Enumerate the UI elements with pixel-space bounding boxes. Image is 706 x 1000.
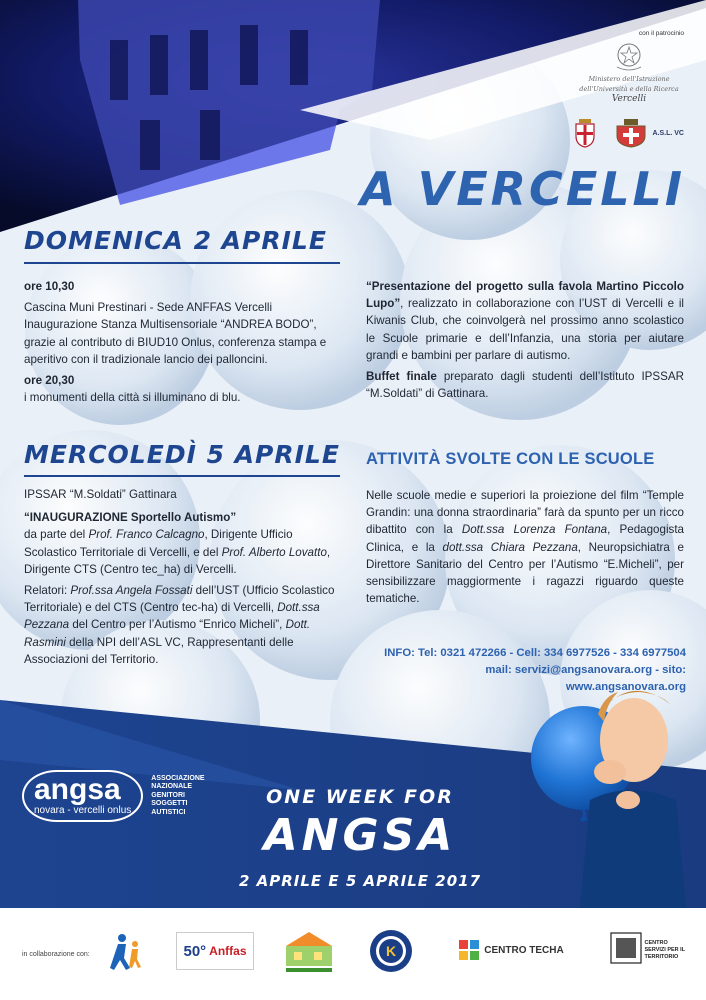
kiwanis-emblem-icon: [368, 928, 414, 974]
day2-text-c: , Dirigente CTS (Centro tec_ha) di Vercelli.: [24, 545, 331, 576]
collaboration-label: in collaborazione con:: [22, 951, 90, 958]
day1-title: DOMENICA 2 APRILE: [24, 226, 327, 255]
schools-title: ATTIVITÀ SVOLTE CON LE SCUOLE: [366, 450, 655, 468]
angsa-association-text: [151, 775, 221, 818]
day1-time-evening: ore 20,30: [24, 374, 75, 388]
anffas-mark: 50°: [183, 942, 207, 960]
city-coat-of-arms-icon: [574, 118, 596, 148]
day2-event-paragraph: [24, 526, 344, 578]
asl-label: A.S.L. VC: [652, 129, 684, 137]
day2-underline: [24, 475, 340, 477]
angsa-logo: [22, 770, 221, 822]
day1-buffet-text: preparato dagli studenti dell’Istituto IPSSAR “M.Soldati” di Gattinara.: [366, 370, 684, 401]
day2-event-title: “INAUGURAZIONE Sportello Autismo”: [24, 511, 237, 525]
day1-underline: [24, 262, 340, 264]
assoc-line-3: GENITORI: [151, 791, 185, 799]
day1-time-morning: ore 10,30: [24, 280, 75, 293]
angsa-wordmark: [22, 770, 143, 822]
schools-column: [366, 487, 684, 611]
speakers-text-b: dell’UST (Ufficio Scolastico Territoriale) e del CTS (Centro tec-ha) di Vercelli,: [24, 584, 335, 615]
angsa-subtitle: novara - vercelli onlus: [34, 805, 132, 816]
house-icon: [284, 930, 334, 974]
ministry-city: Vercelli: [611, 94, 647, 105]
partner-anffas-logo: [176, 932, 254, 970]
day1-project-title: “Presentazione del progetto sulla favola Martino Piccolo Lupo”: [366, 280, 684, 311]
schools-text-c: , Neuropsichiatra e Direttore Sanitario del Centro per l’Autismo “E.Micheli”, per sensibilizzare maggiormente i ragazzi riguardo queste tematiche.: [366, 540, 684, 606]
asl-emblem-icon: [614, 118, 648, 148]
speaker-1: Prof.ssa Angela Fossati: [70, 584, 193, 598]
week-line-2: ANGSA: [263, 810, 457, 861]
schools-text-a: Nelle scuole medie e superiori la proiezione del film “Temple Grandin: una donna straordinaria” farà da spunto per un ricco dibattito con la: [366, 489, 684, 537]
schools-person-1: Dott.ssa Lorenza Fontana: [461, 523, 608, 537]
day2-column: [24, 486, 344, 672]
speaker-2: Dott.ssa Pezzana: [24, 601, 320, 632]
speakers-text-d: della NPI dell’ASL VC, Rappresentanti delle Associazioni del Territorio.: [24, 635, 294, 666]
republic-emblem-icon: [612, 41, 646, 71]
schools-paragraph: [366, 487, 684, 607]
centro-servizi-text: CENTRO SERVIZI PER IL TERRITORIO: [644, 939, 685, 960]
anffas-text: Anffas: [209, 944, 247, 958]
patronage-logos: [574, 118, 684, 148]
ministry-line-1: Ministero dell'Istruzione: [588, 75, 670, 83]
day1-project-text: , realizzato in collaborazione con l’UST di Vercelli e il Kiwanis Club, che coinvolgerà nel prossimo anno scolastico le Scuole primarie e dell’Infanzia, una storia per aiutare grandi e bambini per parlare di autismo.: [366, 297, 684, 362]
speakers-text-c: del Centro per l’Autismo “Enrico Micheli”,: [69, 618, 286, 632]
partner-autism-association-logo: [284, 930, 334, 974]
day1-venue: Cascina Muni Prestinari - Sede ANFFAS Vercelli: [24, 301, 273, 315]
schools-text-b: , Pedagogista Clinica, e la: [366, 523, 684, 554]
speaker-3: Dott. Rasmini: [24, 618, 311, 649]
partner-kiwanis-logo: [368, 928, 414, 974]
techa-text: CENTRO TECHA: [484, 944, 564, 956]
children-figure-icon: [110, 930, 144, 974]
assoc-line-4: SOGGETTI: [151, 800, 188, 808]
assoc-line-2: NAZIONALE: [151, 783, 193, 791]
techa-puzzle-icon: [458, 939, 480, 961]
asl-vc-logo: [614, 118, 684, 148]
day1-buffet-paragraph: [366, 368, 684, 402]
day2-speakers-paragraph: [24, 582, 344, 668]
patronage-block: [574, 30, 684, 148]
assoc-line-1: ASSOCIAZIONE: [151, 774, 205, 782]
day1-buffet-title: Buffet finale: [366, 370, 437, 384]
contact-web-line: mail: servizi@angsanovara.org - sito: www.angsanovara.org: [485, 664, 686, 693]
day1-right-column: [366, 278, 684, 406]
contact-phone-line: INFO: Tel: 0321 472266 - Cell: 334 6977526 - 334 6977504: [384, 647, 686, 659]
day2-text-a: da parte del: [24, 528, 89, 542]
contact-info: [366, 645, 686, 696]
angsa-word: angsa: [34, 773, 121, 806]
day2-venue: IPSSAR “M.Soldati” Gattinara: [24, 488, 177, 501]
ministry-line-2: dell'Università e della Ricerca: [579, 85, 679, 94]
week-dates: 2 APRILE E 5 APRILE 2017: [238, 872, 482, 890]
day2-text-b: , Dirigente Ufficio Scolastico Territoriale di Vercelli, e del: [24, 528, 293, 559]
day1-project-paragraph: [366, 278, 684, 364]
speakers-label: Relatori:: [24, 584, 71, 598]
day2-person-1: Prof. Franco Calcagno: [88, 528, 205, 542]
day2-title: MERCOLEDÌ 5 APRILE: [24, 440, 340, 469]
assoc-line-5: AUTISTICI: [151, 808, 186, 816]
day2-person-2: Prof. Alberto Lovatto: [221, 545, 327, 559]
svg-text:K: K: [385, 943, 397, 959]
week-line-1: ONE WEEK FOR: [266, 786, 454, 808]
city-title: A VERCELLI: [360, 162, 685, 216]
day1-evening-text: i monumenti della città si illuminano di blu.: [24, 391, 241, 405]
partner-centro-techa-logo: [448, 938, 574, 962]
partner-bkid-logo: [110, 930, 144, 974]
partner-centro-servizi-logo: [608, 930, 688, 970]
day1-description: Inaugurazione Stanza Multisensoriale “ANDREA BODO”, grazie al contributo di BIUD10 Onlus, conferenza stampa e aperitivo con il tradizionale lancio dei palloncini.: [24, 318, 327, 366]
patronage-label: con il patrocinio: [638, 30, 684, 37]
schools-person-2: dott.ssa Chiara Pezzana: [442, 540, 578, 554]
day1-left-column: [24, 278, 342, 410]
centro-servizi-icon: [610, 932, 642, 968]
